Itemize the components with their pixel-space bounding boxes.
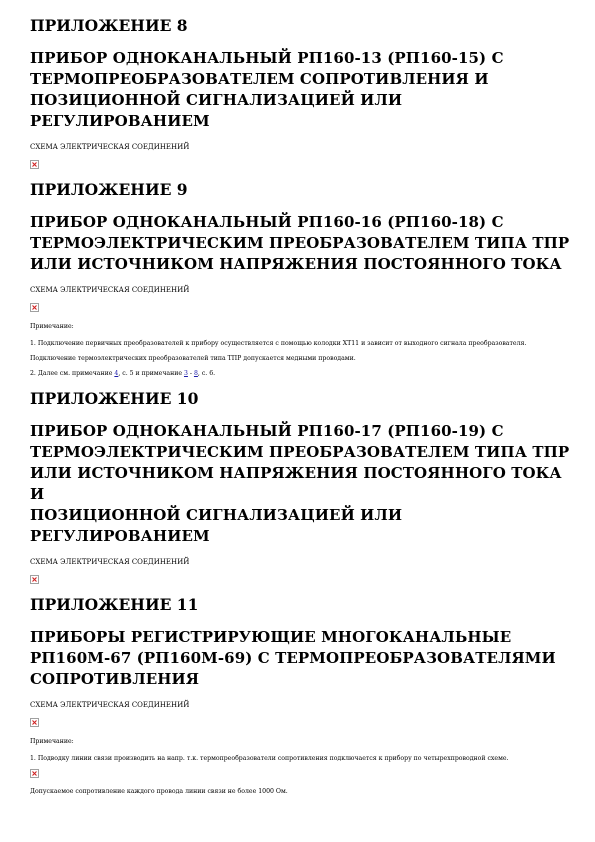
title-line: ИЛИ ИСТОЧНИКОМ НАПРЯЖЕНИЯ ПОСТОЯННОГО ТОКА И <box>30 464 562 503</box>
note-paragraph: 1. Подводку линии связи производить на напр. т.к. термопреобразователи сопротивления подключается к прибору по четырехпроводной схеме. <box>30 755 509 762</box>
note-paragraph: 1. Подключение первичных преобразователей к прибору осуществляется с помощью колодки ХТ11 и зависит от выходного сигнала преобразователя. <box>30 340 527 347</box>
title-line: ТЕРМОПРЕОБРАЗОВАТЕЛЕМ СОПРОТИВЛЕНИЯ И <box>30 70 489 88</box>
title-line: ПОЗИЦИОННОЙ СИГНАЛИЗАЦИЕЙ ИЛИ РЕГУЛИРОВАНИЕМ <box>30 506 403 545</box>
diagram-caption: СХЕМА ЭЛЕКТРИЧЕСКАЯ СОЕДИНЕНИЙ <box>30 286 190 294</box>
broken-image-icon <box>30 160 39 169</box>
title-line: ПРИБОРЫ РЕГИСТРИРУЮЩИЕ МНОГОКАНАЛЬНЫЕ <box>30 628 512 646</box>
title-line: ИЛИ ИСТОЧНИКОМ НАПРЯЖЕНИЯ ПОСТОЯННОГО ТОКА <box>30 255 562 273</box>
note-paragraph <box>30 369 570 378</box>
appendix-title <box>30 48 570 132</box>
diagram-caption: СХЕМА ЭЛЕКТРИЧЕСКАЯ СОЕДИНЕНИЙ <box>30 701 190 709</box>
appendix-heading: ПРИЛОЖЕНИЕ 11 <box>30 595 199 614</box>
title-line: РП160М-67 (РП160М-69) С ТЕРМОПРЕОБРАЗОВАТЕЛЯМИ <box>30 649 556 667</box>
broken-image-icon <box>30 718 39 727</box>
title-line: ТЕРМОЭЛЕКТРИЧЕСКИМ ПРЕОБРАЗОВАТЕЛЕМ ТИПА ТПР <box>30 234 570 252</box>
appendix-10-section <box>30 389 570 584</box>
note-text: 2. Далее см. примечание <box>30 370 115 377</box>
document-page <box>30 16 570 796</box>
appendix-heading: ПРИЛОЖЕНИЕ 8 <box>30 16 188 35</box>
title-line: ПРИБОР ОДНОКАНАЛЬНЫЙ РП160-17 (РП160-19) С <box>30 422 504 440</box>
note-link[interactable]: 3 <box>183 370 188 377</box>
note-text: , с. 6. <box>197 370 216 377</box>
broken-image-icon <box>30 575 39 584</box>
appendix-11-section <box>30 595 570 796</box>
title-line: ПРИБОР ОДНОКАНАЛЬНЫЙ РП160-16 (РП160-18) С <box>30 213 504 231</box>
diagram-caption: СХЕМА ЭЛЕКТРИЧЕСКАЯ СОЕДИНЕНИЙ <box>30 558 190 566</box>
appendix-heading: ПРИЛОЖЕНИЕ 10 <box>30 389 199 408</box>
title-line: ПОЗИЦИОННОЙ СИГНАЛИЗАЦИЕЙ ИЛИ РЕГУЛИРОВАНИЕМ <box>30 91 403 130</box>
broken-image-icon <box>30 303 39 312</box>
title-line: СОПРОТИВЛЕНИЯ <box>30 670 200 688</box>
note-text: , с. 5 и примечание <box>118 370 184 377</box>
title-line: ПРИБОР ОДНОКАНАЛЬНЫЙ РП160-13 (РП160-15) С <box>30 49 504 67</box>
note-link[interactable]: 8 <box>193 370 198 377</box>
note-heading: Примечание: <box>30 323 74 330</box>
note-paragraph: Подключение термоэлектрических преобразователей типа ТПР допускается медными проводами. <box>30 355 356 362</box>
appendix-8-section <box>30 16 570 169</box>
appendix-9-section <box>30 180 570 378</box>
note-text: - <box>187 370 194 377</box>
appendix-heading: ПРИЛОЖЕНИЕ 9 <box>30 180 188 199</box>
appendix-title <box>30 627 570 690</box>
diagram-caption: СХЕМА ЭЛЕКТРИЧЕСКАЯ СОЕДИНЕНИЙ <box>30 143 190 151</box>
appendix-title <box>30 421 570 547</box>
broken-image-icon <box>30 769 39 778</box>
title-line: ТЕРМОЭЛЕКТРИЧЕСКИМ ПРЕОБРАЗОВАТЕЛЕМ ТИПА ТПР <box>30 443 570 461</box>
appendix-title <box>30 212 570 275</box>
note-paragraph: Допускаемое сопротивление каждого провода линии связи не более 1000 Ом. <box>30 788 288 795</box>
note-link[interactable]: 4 <box>114 370 119 377</box>
note-heading: Примечание: <box>30 738 74 745</box>
